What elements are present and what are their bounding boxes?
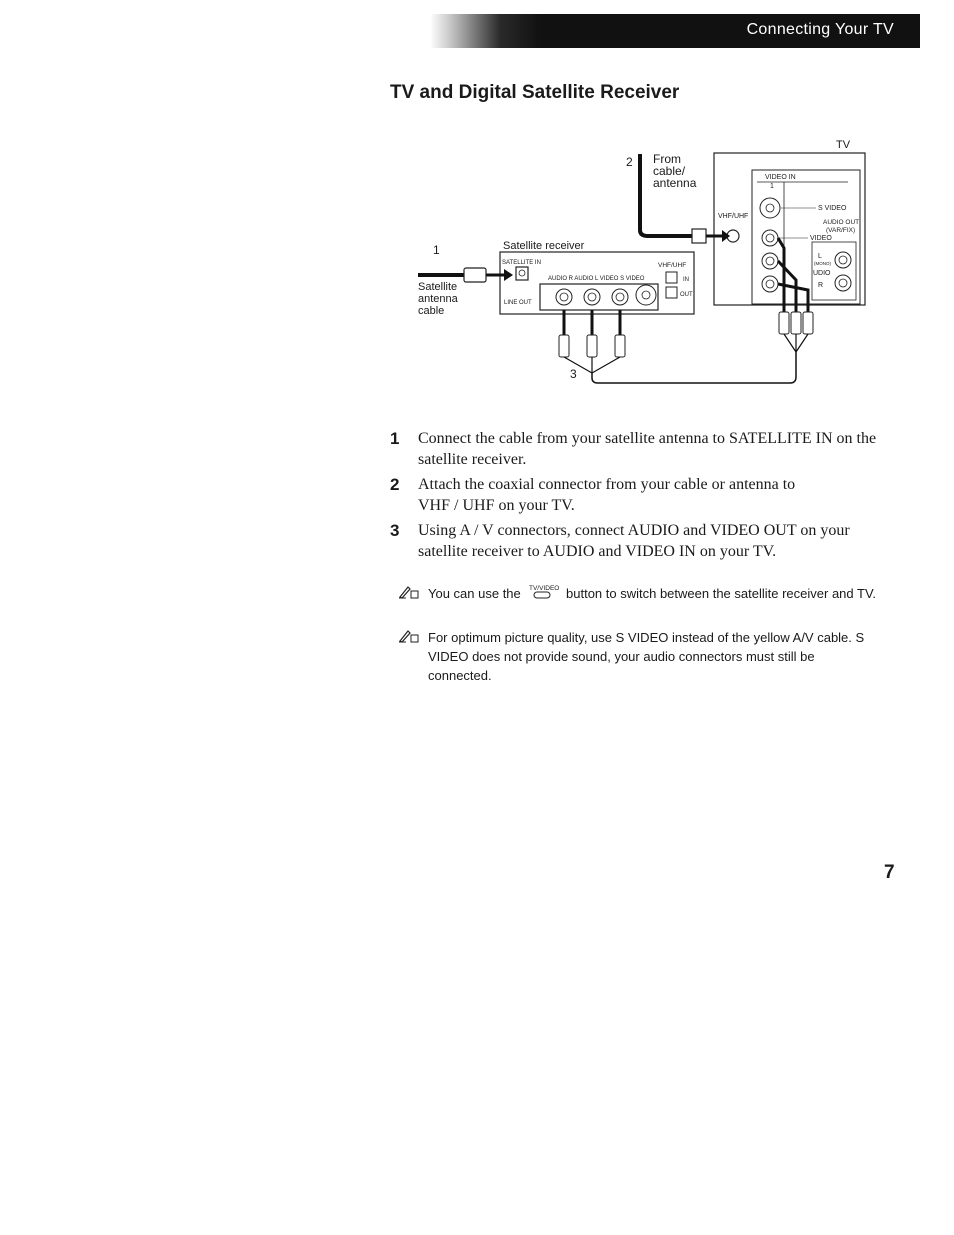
step-2-number: 2	[390, 475, 400, 494]
av-plug-tv-2	[791, 312, 801, 334]
step-3	[390, 520, 890, 562]
tv-video-jack	[762, 230, 778, 246]
receiver-out-label: OUT	[680, 292, 693, 298]
from-cable-line-3: antenna	[653, 176, 697, 190]
av-plug-receiver-2	[587, 335, 597, 357]
step-3-number: 3	[390, 521, 400, 540]
tv-audio-out-l-jack	[835, 252, 851, 268]
receiver-s-video-jack	[636, 285, 656, 305]
tv-audio-out-r-jack	[835, 275, 851, 291]
receiver-satellite-in: SATELLITE IN	[502, 260, 541, 266]
receiver-jack-labels: AUDIO R AUDIO L VIDEO S VIDEO	[548, 276, 645, 282]
note-pencil-icon	[398, 585, 420, 599]
tv-video-label: VIDEO	[810, 235, 832, 242]
tv-s-video-jack	[760, 198, 780, 218]
tv-var-fix-label: (VAR/FIX)	[826, 227, 856, 234]
tv-audio-l-jack	[762, 253, 778, 269]
satellite-cable-line-2: antenna	[418, 293, 458, 305]
from-cable-line-1: From	[653, 152, 681, 166]
step-2	[390, 474, 890, 516]
receiver-audio-l-jack	[584, 289, 600, 305]
antenna-cable-bend	[640, 230, 692, 236]
callout-3: 3	[570, 367, 577, 381]
callout-2: 2	[626, 155, 633, 169]
step-2-text: Attach the coaxial connector from your cable or antenna to VHF / UHF on your TV.	[418, 476, 796, 514]
av-plug-receiver-3	[615, 335, 625, 357]
tv-udio-label: UDIO	[813, 270, 831, 277]
tv-audio-r-jack	[762, 276, 778, 292]
av-wire-tv-1	[778, 238, 784, 312]
callout-1: 1	[433, 243, 440, 257]
receiver-video-jack	[612, 289, 628, 305]
av-plug-tv-1	[779, 312, 789, 334]
tv-vhf-uhf-label: VHF/UHF	[718, 213, 749, 220]
antenna-connector	[692, 229, 706, 243]
av-bundle-tv	[784, 334, 808, 352]
step-1-number: 1	[390, 429, 400, 448]
note-1-after: button to switch between the satellite receiver and TV.	[566, 586, 877, 601]
tv-mono-label: (MONO)	[814, 261, 831, 266]
receiver-vhf-uhf: VHF/UHF	[658, 262, 687, 269]
receiver-vhf-in-jack	[666, 272, 677, 283]
section-title: TV and Digital Satellite Receiver	[390, 82, 680, 103]
receiver-vhf-out-jack	[666, 287, 677, 298]
av-plug-tv-3	[803, 312, 813, 334]
header-title: Connecting Your TV	[746, 21, 894, 38]
receiver-satellite-in-jack	[516, 267, 528, 280]
satellite-cable-plug	[464, 268, 486, 282]
from-cable-line-2: cable/	[653, 164, 686, 178]
note-2	[398, 628, 878, 685]
header-bar	[430, 14, 920, 48]
note-2-text: For optimum picture quality, use S VIDEO instead of the yellow A/V cable. S VIDEO does not provide sound, your audio connectors must still be connected.	[428, 630, 865, 683]
note-1	[398, 584, 898, 605]
step-1-text: Connect the cable from your satellite antenna to SATELLITE IN on the satellite receiver.	[418, 430, 877, 468]
step-1	[390, 428, 890, 470]
note-1-text	[428, 584, 898, 605]
tv-audio-out-label: AUDIO OUT	[823, 219, 860, 226]
tv-one-label: 1	[770, 183, 774, 190]
page-number: 7	[884, 862, 895, 883]
receiver-line-out: LINE OUT	[504, 300, 532, 306]
connection-diagram	[400, 130, 870, 390]
tv-s-video-label: S VIDEO	[818, 205, 847, 212]
satellite-cable-line-1: Satellite	[418, 281, 458, 293]
tv-l-label: L	[818, 253, 822, 260]
satellite-cable-line-3: cable	[418, 305, 445, 317]
note-pencil-icon	[398, 629, 420, 643]
step-3-text: Using A / V connectors, connect AUDIO and VIDEO OUT on your satellite receiver to AUDIO and VIDEO IN on your TV.	[418, 522, 850, 560]
satellite-receiver-label: Satellite receiver	[503, 240, 585, 252]
tv-video-in-label: VIDEO IN	[765, 174, 796, 181]
tv-video-button-icon	[526, 584, 560, 605]
receiver-in-label: IN	[683, 277, 689, 283]
receiver-audio-r-jack	[556, 289, 572, 305]
tv-label: TV	[836, 139, 851, 151]
note-1-before: You can use the	[428, 586, 521, 601]
tv-r-label: R	[818, 282, 824, 289]
av-plug-receiver-1	[559, 335, 569, 357]
tv-video-button-label: TV/VIDEO	[529, 585, 560, 592]
